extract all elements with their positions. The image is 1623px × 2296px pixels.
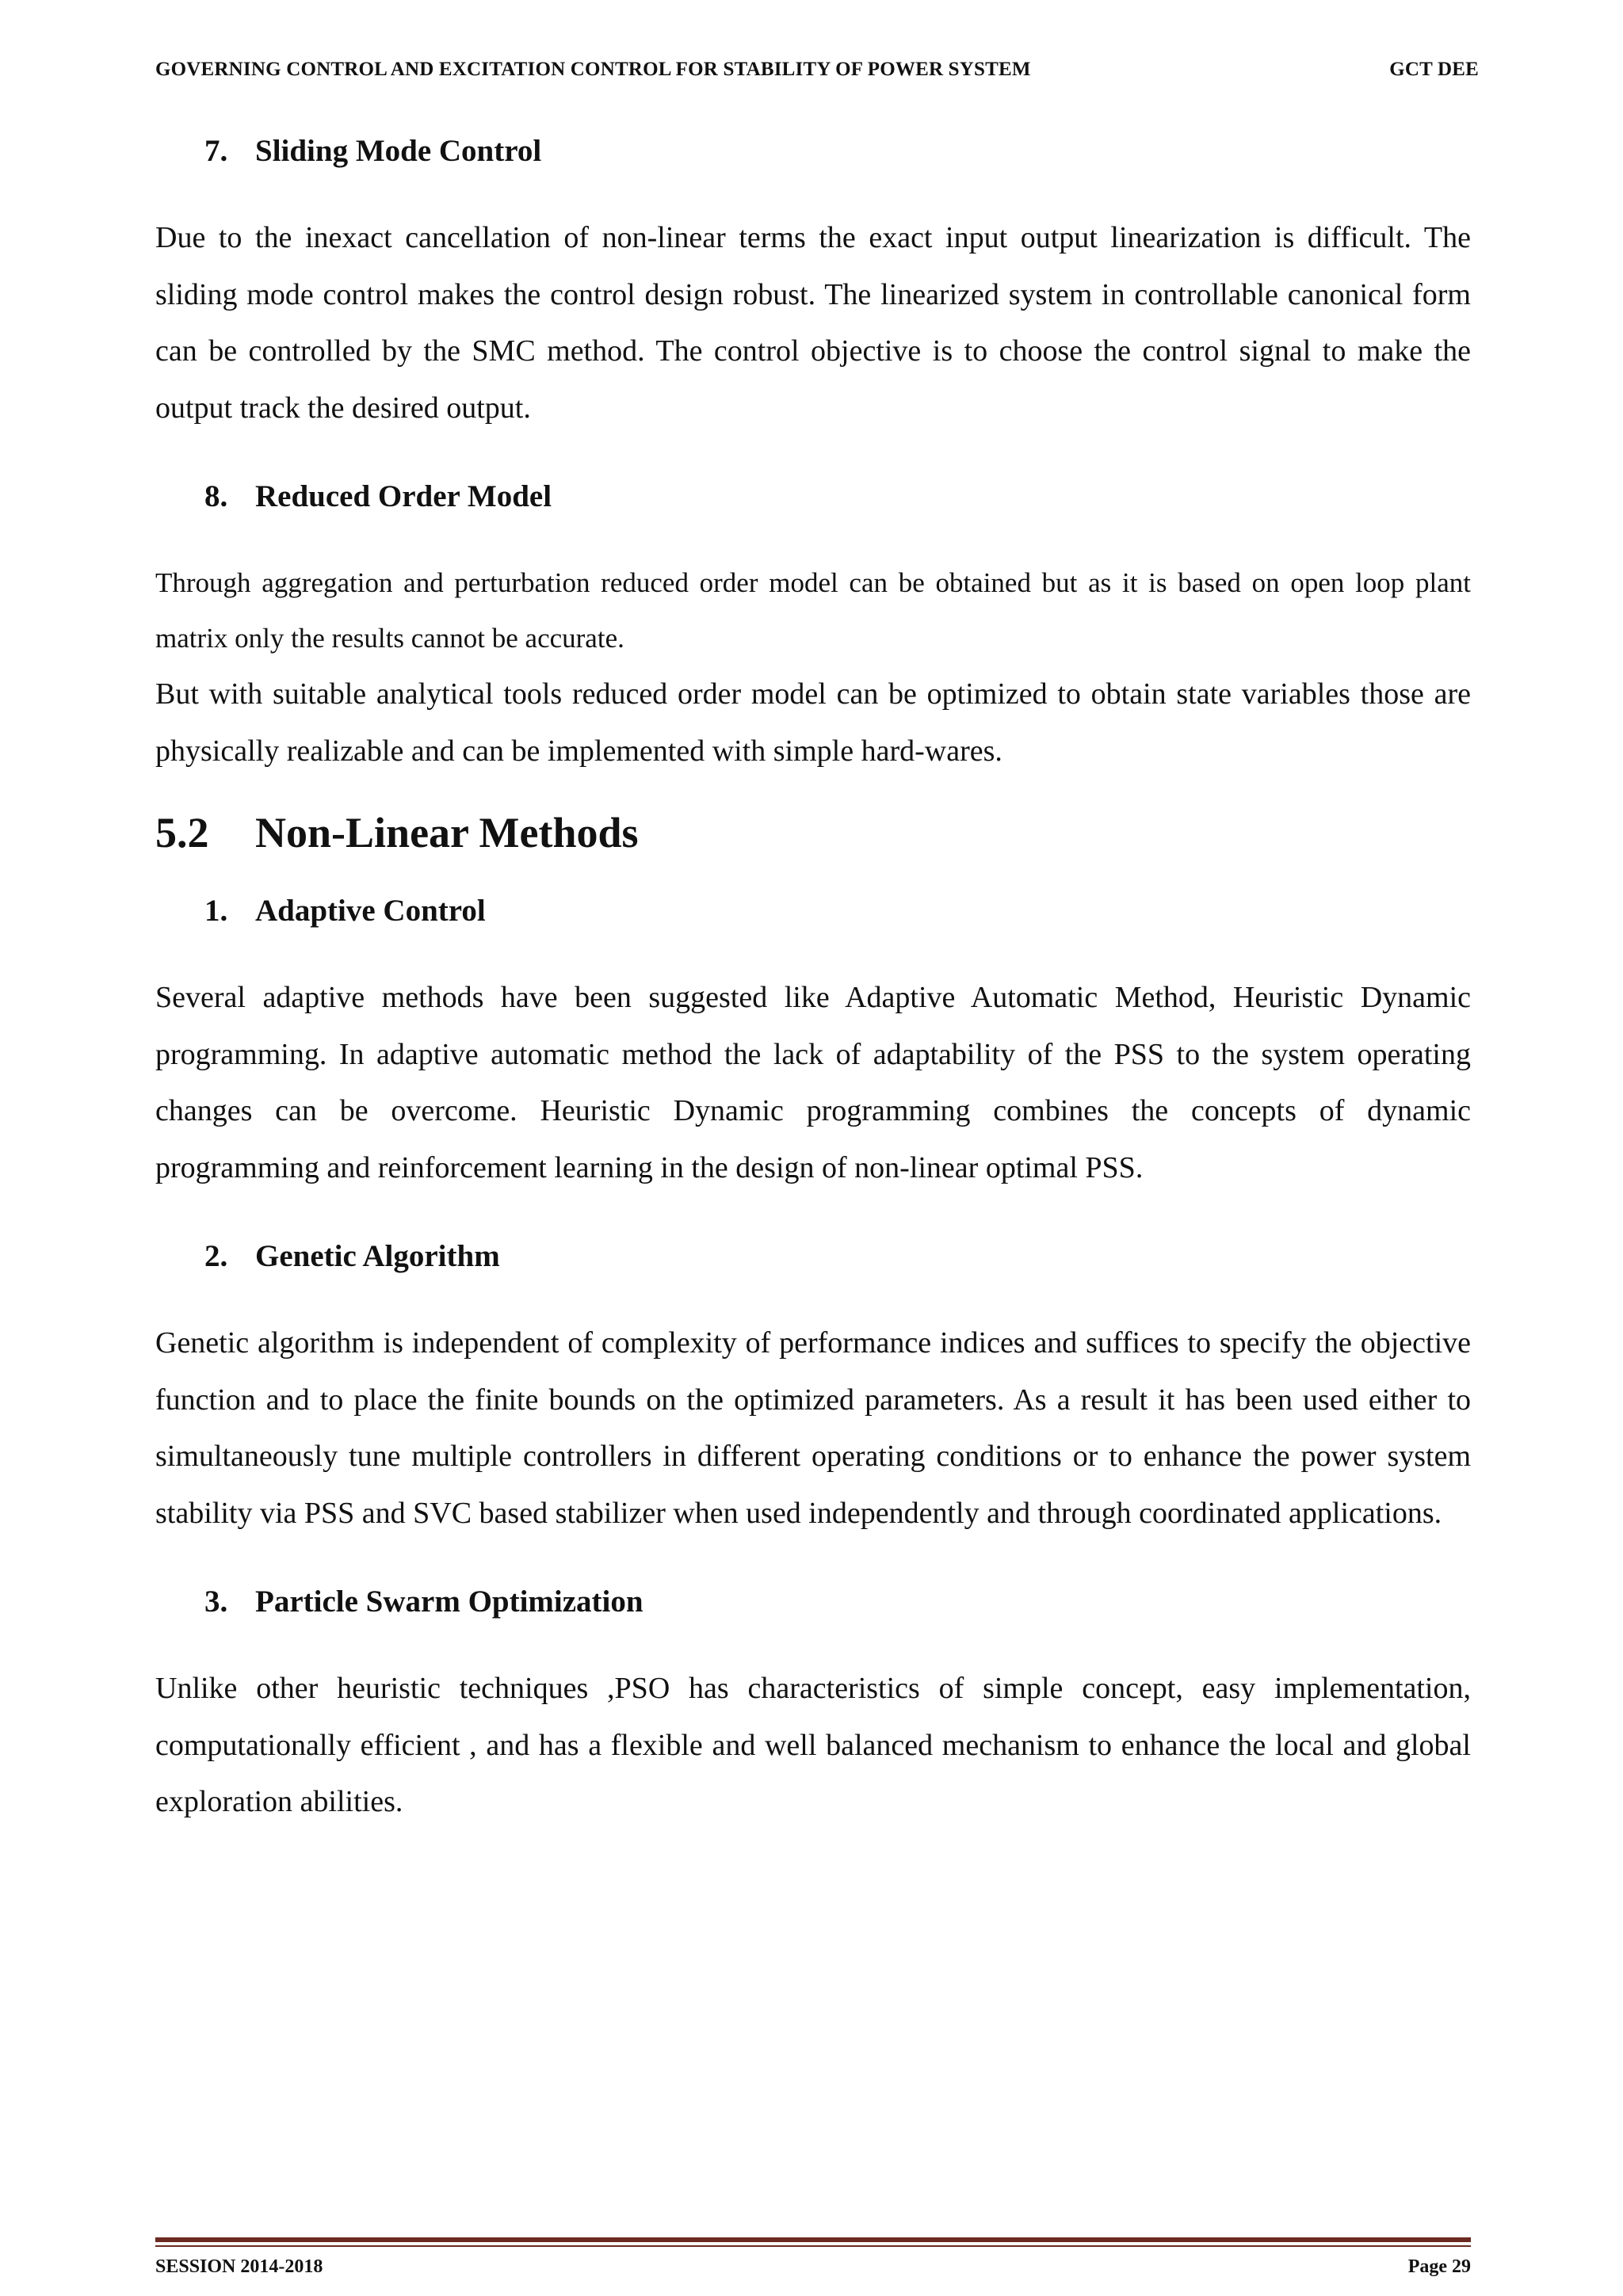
footer-page-number: Page 29 xyxy=(1407,2256,1471,2277)
subheading-number: 2. xyxy=(204,1239,228,1273)
paragraph-adaptive-control: Several adaptive methods have been suggested like Adaptive Automatic Method, Heuristic Dynamic programming. In adaptive automatic method the lack of adaptability of the PSS to the system operating changes can be overcome. Heuristic Dynamic programming combines the concepts of dynamic programming and reinforcement learning in the design of non-linear optimal PSS. xyxy=(155,981,1471,1184)
subheading-title: Particle Swarm Optimization xyxy=(255,1585,643,1619)
subheading-reduced-order-model xyxy=(204,468,1471,525)
paragraph-reduced-order-model-2: But with suitable analytical tools reduced order model can be optimized to obtain state variables those are physically realizable and can be implemented with simple hard-wares. xyxy=(155,677,1471,768)
subheading-genetic-algorithm xyxy=(204,1228,1471,1285)
paragraph-genetic-algorithm: Genetic algorithm is independent of complexity of performance indices and suffices to specify the objective function and to place the finite bounds on the optimized parameters. As a result it has been used either to simultaneously tune multiple controllers in different operating conditions or to enhance the power system stability via PSS and SVC based stabilizer when used independently and through coordinated applications. xyxy=(155,1326,1471,1530)
paragraph-particle-swarm-optimization: Unlike other heuristic techniques ,PSO has characteristics of simple concept, easy implementation, computationally efficient , and has a flexible and well balanced mechanism to enhance the local and global exploration abilities. xyxy=(155,1672,1471,1818)
page-content xyxy=(155,123,1471,1831)
subheading-title: Adaptive Control xyxy=(255,894,486,928)
subheading-number: 3. xyxy=(204,1585,228,1619)
subheading-title: Genetic Algorithm xyxy=(255,1239,500,1273)
subheading-particle-swarm-optimization xyxy=(204,1573,1471,1630)
footer-divider xyxy=(155,2237,1471,2242)
paragraph-reduced-order-model-1: Through aggregation and perturbation reduced order model can be obtained but as it is based on open loop plant matrix only the results cannot be accurate. xyxy=(155,567,1471,654)
paragraph-sliding-mode-control: Due to the inexact cancellation of non-linear terms the exact input output linearization is difficult. The sliding mode control makes the control design robust. The linearized system in controllable canonical form can be controlled by the SMC method. The control objective is to choose the control signal to make the output track the desired output. xyxy=(155,221,1471,425)
section-number: 5.2 xyxy=(155,809,209,856)
section-heading-non-linear-methods xyxy=(155,797,1471,868)
subheading-number: 7. xyxy=(204,134,228,168)
footer-divider-thin xyxy=(155,2245,1471,2247)
header-title: GOVERNING CONTROL AND EXCITATION CONTROL FOR STABILITY OF POWER SYSTEM xyxy=(155,59,1031,80)
footer-session: SESSION 2014-2018 xyxy=(155,2256,323,2277)
subheading-number: 8. xyxy=(204,479,228,513)
subheading-sliding-mode-control xyxy=(204,123,1471,180)
header-dept: GCT DEE xyxy=(1389,59,1479,80)
subheading-title: Sliding Mode Control xyxy=(255,134,542,168)
subheading-adaptive-control xyxy=(204,883,1471,940)
subheading-title: Reduced Order Model xyxy=(255,479,552,513)
section-title: Non-Linear Methods xyxy=(255,809,639,856)
subheading-number: 1. xyxy=(204,894,228,928)
